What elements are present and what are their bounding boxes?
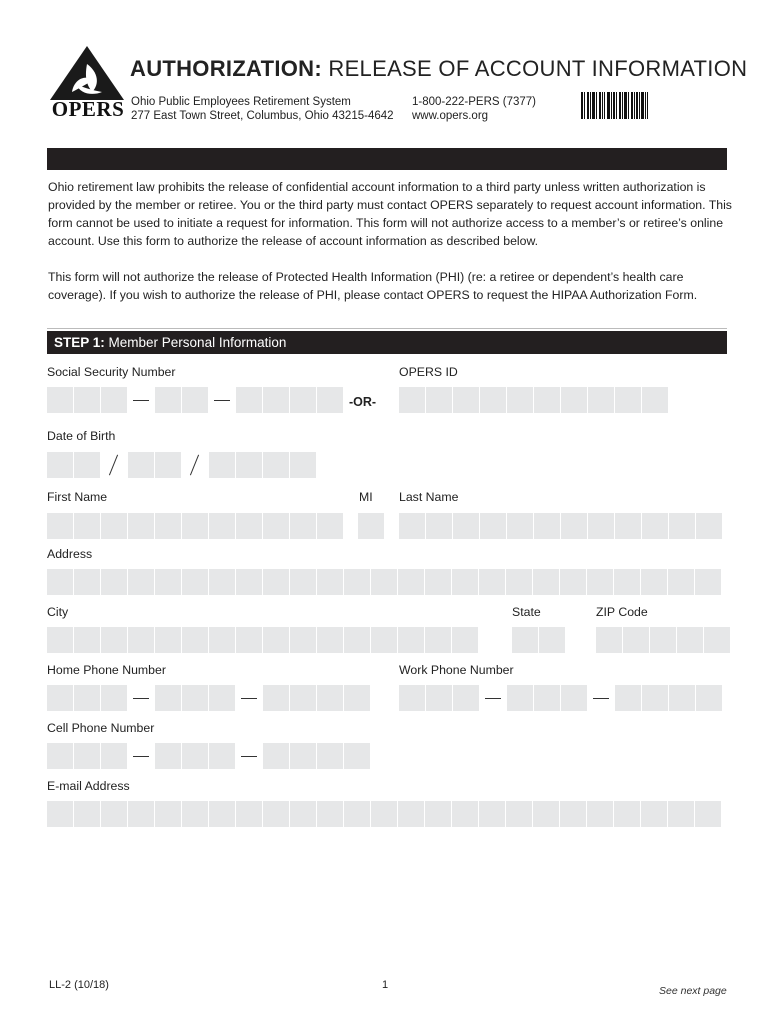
dob-input-cell[interactable] bbox=[74, 452, 100, 478]
dob-input-cell[interactable] bbox=[209, 452, 235, 478]
city-input-cell[interactable] bbox=[128, 627, 154, 653]
email-input-cell[interactable] bbox=[290, 801, 316, 827]
email-input[interactable] bbox=[47, 801, 722, 827]
opers-id-label: OPERS ID bbox=[399, 365, 458, 379]
first-name-input-cell[interactable] bbox=[47, 513, 73, 539]
first-name-input-cell[interactable] bbox=[101, 513, 127, 539]
email-input-cell[interactable] bbox=[317, 801, 343, 827]
ssn-input-cell[interactable] bbox=[290, 387, 316, 413]
email-input-cell[interactable] bbox=[452, 801, 478, 827]
dob-input-cell[interactable] bbox=[155, 452, 181, 478]
email-input-cell[interactable] bbox=[587, 801, 613, 827]
zip-input-cell[interactable] bbox=[704, 627, 730, 653]
email-input-cell[interactable] bbox=[236, 801, 262, 827]
email-input-cell[interactable] bbox=[209, 801, 235, 827]
org-address: 277 East Town Street, Columbus, Ohio 43215-4642 bbox=[131, 110, 394, 122]
ssn-input-cell[interactable] bbox=[182, 387, 208, 413]
email-label: E-mail Address bbox=[47, 779, 130, 793]
address-input-cell[interactable] bbox=[425, 569, 451, 595]
org-name: Ohio Public Employees Retirement System bbox=[131, 96, 351, 108]
opers-id-input-cell[interactable] bbox=[507, 387, 533, 413]
work-phone-input-cell[interactable] bbox=[642, 685, 668, 711]
email-input-cell[interactable] bbox=[182, 801, 208, 827]
email-input-cell[interactable] bbox=[668, 801, 694, 827]
zip-input-cell[interactable] bbox=[596, 627, 622, 653]
first-name-input-cell[interactable] bbox=[155, 513, 181, 539]
city-input-cell[interactable] bbox=[209, 627, 235, 653]
city-input-cell[interactable] bbox=[290, 627, 316, 653]
intro-paragraph-2: This form will not authorize the release of Protected Health Information (PHI) (re: a retiree or dependent’s health care coverage). If you wish to authorize the release of PHI, please contact OPERS to request the HIPAA Authorization Form. bbox=[48, 270, 698, 302]
email-input-cell[interactable] bbox=[479, 801, 505, 827]
city-label: City bbox=[47, 605, 69, 619]
email-input-cell[interactable] bbox=[128, 801, 154, 827]
email-input-cell[interactable] bbox=[155, 801, 181, 827]
ssn-input-cell[interactable] bbox=[317, 387, 343, 413]
title-rest: RELEASE OF ACCOUNT INFORMATION bbox=[321, 56, 748, 81]
email-input-cell[interactable] bbox=[614, 801, 640, 827]
opers-id-input-cell[interactable] bbox=[534, 387, 560, 413]
address-input-cell[interactable] bbox=[209, 569, 235, 595]
barcode-icon bbox=[581, 92, 648, 119]
dob-input-cell[interactable] bbox=[236, 452, 262, 478]
address-input-cell[interactable] bbox=[263, 569, 289, 595]
cell-phone-label: Cell Phone Number bbox=[47, 721, 155, 735]
ssn-input-cell[interactable] bbox=[74, 387, 100, 413]
address-input-cell[interactable] bbox=[344, 569, 370, 595]
dob-input-cell[interactable] bbox=[263, 452, 289, 478]
ssn-input-cell[interactable] bbox=[47, 387, 73, 413]
first-name-input-cell[interactable] bbox=[74, 513, 100, 539]
title-bold: AUTHORIZATION: bbox=[130, 56, 322, 81]
email-input-cell[interactable] bbox=[74, 801, 100, 827]
dash-separator bbox=[128, 387, 154, 413]
email-input-cell[interactable] bbox=[695, 801, 721, 827]
home-phone-input-cell[interactable] bbox=[209, 685, 235, 711]
org-phone: 1-800-222-PERS (7377) bbox=[412, 96, 537, 108]
home-phone-input-cell[interactable] bbox=[290, 685, 316, 711]
home-phone-input[interactable] bbox=[47, 685, 371, 711]
address-input-cell[interactable] bbox=[614, 569, 640, 595]
opers-id-input-cell[interactable] bbox=[399, 387, 425, 413]
cell-phone-input-cell[interactable] bbox=[290, 743, 316, 769]
cell-phone-input-cell[interactable] bbox=[209, 743, 235, 769]
city-input-cell[interactable] bbox=[74, 627, 100, 653]
cell-phone-input-cell[interactable] bbox=[155, 743, 181, 769]
form-title bbox=[130, 56, 747, 82]
section-divider-bar bbox=[47, 148, 727, 170]
first-name-label: First Name bbox=[47, 490, 108, 504]
address-input-cell[interactable] bbox=[317, 569, 343, 595]
work-phone-input-cell[interactable] bbox=[561, 685, 587, 711]
email-input-cell[interactable] bbox=[560, 801, 586, 827]
city-input[interactable] bbox=[47, 627, 479, 653]
state-label: State bbox=[512, 605, 541, 619]
first-name-input[interactable] bbox=[47, 513, 344, 539]
work-phone-input-cell[interactable] bbox=[507, 685, 533, 711]
city-input-cell[interactable] bbox=[371, 627, 397, 653]
first-name-input-cell[interactable] bbox=[236, 513, 262, 539]
logo-wordmark: OPERS bbox=[51, 97, 125, 121]
home-phone-input-cell[interactable] bbox=[47, 685, 73, 711]
last-name-input-cell[interactable] bbox=[507, 513, 533, 539]
cell-phone-input-cell[interactable] bbox=[101, 743, 127, 769]
cell-phone-input-cell[interactable] bbox=[344, 743, 370, 769]
email-input-cell[interactable] bbox=[425, 801, 451, 827]
last-name-input-cell[interactable] bbox=[480, 513, 506, 539]
first-name-input-cell[interactable] bbox=[182, 513, 208, 539]
home-phone-input-cell[interactable] bbox=[182, 685, 208, 711]
dash-separator bbox=[480, 685, 506, 711]
city-input-cell[interactable] bbox=[317, 627, 343, 653]
city-input-cell[interactable] bbox=[425, 627, 451, 653]
first-name-input-cell[interactable] bbox=[290, 513, 316, 539]
email-input-cell[interactable] bbox=[398, 801, 424, 827]
ssn-label: Social Security Number bbox=[47, 365, 176, 379]
ssn-input-cell[interactable] bbox=[263, 387, 289, 413]
opers-id-input-cell[interactable] bbox=[480, 387, 506, 413]
step-1-number: STEP 1: bbox=[54, 335, 105, 350]
city-input-cell[interactable] bbox=[398, 627, 424, 653]
opers-id-input-cell[interactable] bbox=[642, 387, 668, 413]
opers-id-input-cell[interactable] bbox=[615, 387, 641, 413]
dob-label: Date of Birth bbox=[47, 429, 116, 443]
home-phone-input-cell[interactable] bbox=[317, 685, 343, 711]
address-input-cell[interactable] bbox=[587, 569, 613, 595]
address-input-cell[interactable] bbox=[74, 569, 100, 595]
work-phone-input-cell[interactable] bbox=[453, 685, 479, 711]
work-phone-input-cell[interactable] bbox=[426, 685, 452, 711]
email-input-cell[interactable] bbox=[533, 801, 559, 827]
city-input-cell[interactable] bbox=[155, 627, 181, 653]
address-input-cell[interactable] bbox=[695, 569, 721, 595]
opers-id-input-cell[interactable] bbox=[453, 387, 479, 413]
cell-phone-input-cell[interactable] bbox=[182, 743, 208, 769]
last-name-input-cell[interactable] bbox=[453, 513, 479, 539]
address-input-cell[interactable] bbox=[290, 569, 316, 595]
address-input-cell[interactable] bbox=[128, 569, 154, 595]
dash-separator bbox=[236, 685, 262, 711]
cell-phone-input-cell[interactable] bbox=[317, 743, 343, 769]
address-input-cell[interactable] bbox=[641, 569, 667, 595]
dash-separator bbox=[236, 743, 262, 769]
work-phone-input-cell[interactable] bbox=[534, 685, 560, 711]
zip-input-cell[interactable] bbox=[650, 627, 676, 653]
mi-input-cell[interactable] bbox=[358, 513, 384, 539]
address-input-cell[interactable] bbox=[479, 569, 505, 595]
city-input-cell[interactable] bbox=[344, 627, 370, 653]
cell-phone-input-cell[interactable] bbox=[47, 743, 73, 769]
zip-label: ZIP Code bbox=[596, 605, 648, 619]
opers-id-input[interactable] bbox=[399, 387, 669, 413]
address-label: Address bbox=[47, 547, 93, 561]
work-phone-input-cell[interactable] bbox=[615, 685, 641, 711]
last-name-input-cell[interactable] bbox=[696, 513, 722, 539]
last-name-input-cell[interactable] bbox=[399, 513, 425, 539]
address-input[interactable] bbox=[47, 569, 722, 595]
page-number: 1 bbox=[382, 979, 389, 991]
intro-paragraph-1: Ohio retirement law prohibits the release of confidential account information to a third party unless written authorization is provided by the member or retiree. You or the third party must contact OPERS separately to request account information. This form cannot be used to initiate a request for information. This form will not authorize access to a member’s or retiree’s online account. Use this form to authorize the release of account information as described below. bbox=[48, 180, 732, 248]
city-input-cell[interactable] bbox=[182, 627, 208, 653]
zip-input-cell[interactable] bbox=[677, 627, 703, 653]
address-input-cell[interactable] bbox=[47, 569, 73, 595]
mi-label: MI bbox=[359, 490, 373, 504]
state-input-cell[interactable] bbox=[539, 627, 565, 653]
ssn-input[interactable] bbox=[47, 387, 344, 413]
last-name-input-cell[interactable] bbox=[426, 513, 452, 539]
state-input[interactable] bbox=[512, 627, 566, 653]
email-input-cell[interactable] bbox=[371, 801, 397, 827]
address-input-cell[interactable] bbox=[506, 569, 532, 595]
last-name-input-cell[interactable] bbox=[561, 513, 587, 539]
zip-input-cell[interactable] bbox=[623, 627, 649, 653]
city-input-cell[interactable] bbox=[101, 627, 127, 653]
address-input-cell[interactable] bbox=[398, 569, 424, 595]
address-input-cell[interactable] bbox=[560, 569, 586, 595]
address-input-cell[interactable] bbox=[371, 569, 397, 595]
home-phone-label: Home Phone Number bbox=[47, 663, 166, 677]
or-divider: -OR- bbox=[349, 395, 377, 409]
dob-input-cell[interactable] bbox=[47, 452, 73, 478]
home-phone-input-cell[interactable] bbox=[263, 685, 289, 711]
state-input-cell[interactable] bbox=[512, 627, 538, 653]
slash-separator bbox=[101, 452, 127, 478]
cell-phone-input[interactable] bbox=[47, 743, 371, 769]
zip-input[interactable] bbox=[596, 627, 731, 653]
email-input-cell[interactable] bbox=[263, 801, 289, 827]
slash-separator bbox=[182, 452, 208, 478]
last-name-input-cell[interactable] bbox=[588, 513, 614, 539]
address-input-cell[interactable] bbox=[155, 569, 181, 595]
first-name-input-cell[interactable] bbox=[128, 513, 154, 539]
address-input-cell[interactable] bbox=[533, 569, 559, 595]
city-input-cell[interactable] bbox=[47, 627, 73, 653]
city-input-cell[interactable] bbox=[236, 627, 262, 653]
dob-input[interactable] bbox=[47, 452, 317, 478]
address-input-cell[interactable] bbox=[101, 569, 127, 595]
dash-separator bbox=[588, 685, 614, 711]
dash-separator bbox=[209, 387, 235, 413]
home-phone-input-cell[interactable] bbox=[344, 685, 370, 711]
address-input-cell[interactable] bbox=[668, 569, 694, 595]
work-phone-label: Work Phone Number bbox=[399, 663, 514, 677]
home-phone-input-cell[interactable] bbox=[74, 685, 100, 711]
cell-phone-input-cell[interactable] bbox=[74, 743, 100, 769]
work-phone-input-cell[interactable] bbox=[669, 685, 695, 711]
email-input-cell[interactable] bbox=[641, 801, 667, 827]
ssn-input-cell[interactable] bbox=[155, 387, 181, 413]
home-phone-input-cell[interactable] bbox=[101, 685, 127, 711]
opers-id-input-cell[interactable] bbox=[561, 387, 587, 413]
form-code: LL-2 (10/18) bbox=[49, 979, 109, 991]
work-phone-input[interactable] bbox=[399, 685, 723, 711]
org-website[interactable]: www.opers.org bbox=[412, 110, 489, 122]
email-input-cell[interactable] bbox=[101, 801, 127, 827]
last-name-input-cell[interactable] bbox=[642, 513, 668, 539]
dash-separator bbox=[128, 743, 154, 769]
last-name-label: Last Name bbox=[399, 490, 459, 504]
last-name-input[interactable] bbox=[399, 513, 723, 539]
address-input-cell[interactable] bbox=[452, 569, 478, 595]
first-name-input-cell[interactable] bbox=[263, 513, 289, 539]
ssn-input-cell[interactable] bbox=[101, 387, 127, 413]
see-next-page: See next page bbox=[659, 985, 727, 997]
first-name-input-cell[interactable] bbox=[317, 513, 343, 539]
step-1-header bbox=[47, 331, 727, 354]
first-name-input-cell[interactable] bbox=[209, 513, 235, 539]
work-phone-input-cell[interactable] bbox=[399, 685, 425, 711]
ssn-input-cell[interactable] bbox=[236, 387, 262, 413]
home-phone-input-cell[interactable] bbox=[155, 685, 181, 711]
opers-id-input-cell[interactable] bbox=[426, 387, 452, 413]
step-1-title: Member Personal Information bbox=[104, 335, 287, 350]
cell-phone-input-cell[interactable] bbox=[263, 743, 289, 769]
city-input-cell[interactable] bbox=[452, 627, 478, 653]
address-input-cell[interactable] bbox=[182, 569, 208, 595]
email-input-cell[interactable] bbox=[344, 801, 370, 827]
email-input-cell[interactable] bbox=[506, 801, 532, 827]
email-input-cell[interactable] bbox=[47, 801, 73, 827]
opers-id-input-cell[interactable] bbox=[588, 387, 614, 413]
last-name-input-cell[interactable] bbox=[669, 513, 695, 539]
dob-input-cell[interactable] bbox=[128, 452, 154, 478]
dash-separator bbox=[128, 685, 154, 711]
last-name-input-cell[interactable] bbox=[534, 513, 560, 539]
address-input-cell[interactable] bbox=[236, 569, 262, 595]
city-input-cell[interactable] bbox=[263, 627, 289, 653]
last-name-input-cell[interactable] bbox=[615, 513, 641, 539]
mi-input[interactable] bbox=[358, 513, 385, 539]
work-phone-input-cell[interactable] bbox=[696, 685, 722, 711]
dob-input-cell[interactable] bbox=[290, 452, 316, 478]
